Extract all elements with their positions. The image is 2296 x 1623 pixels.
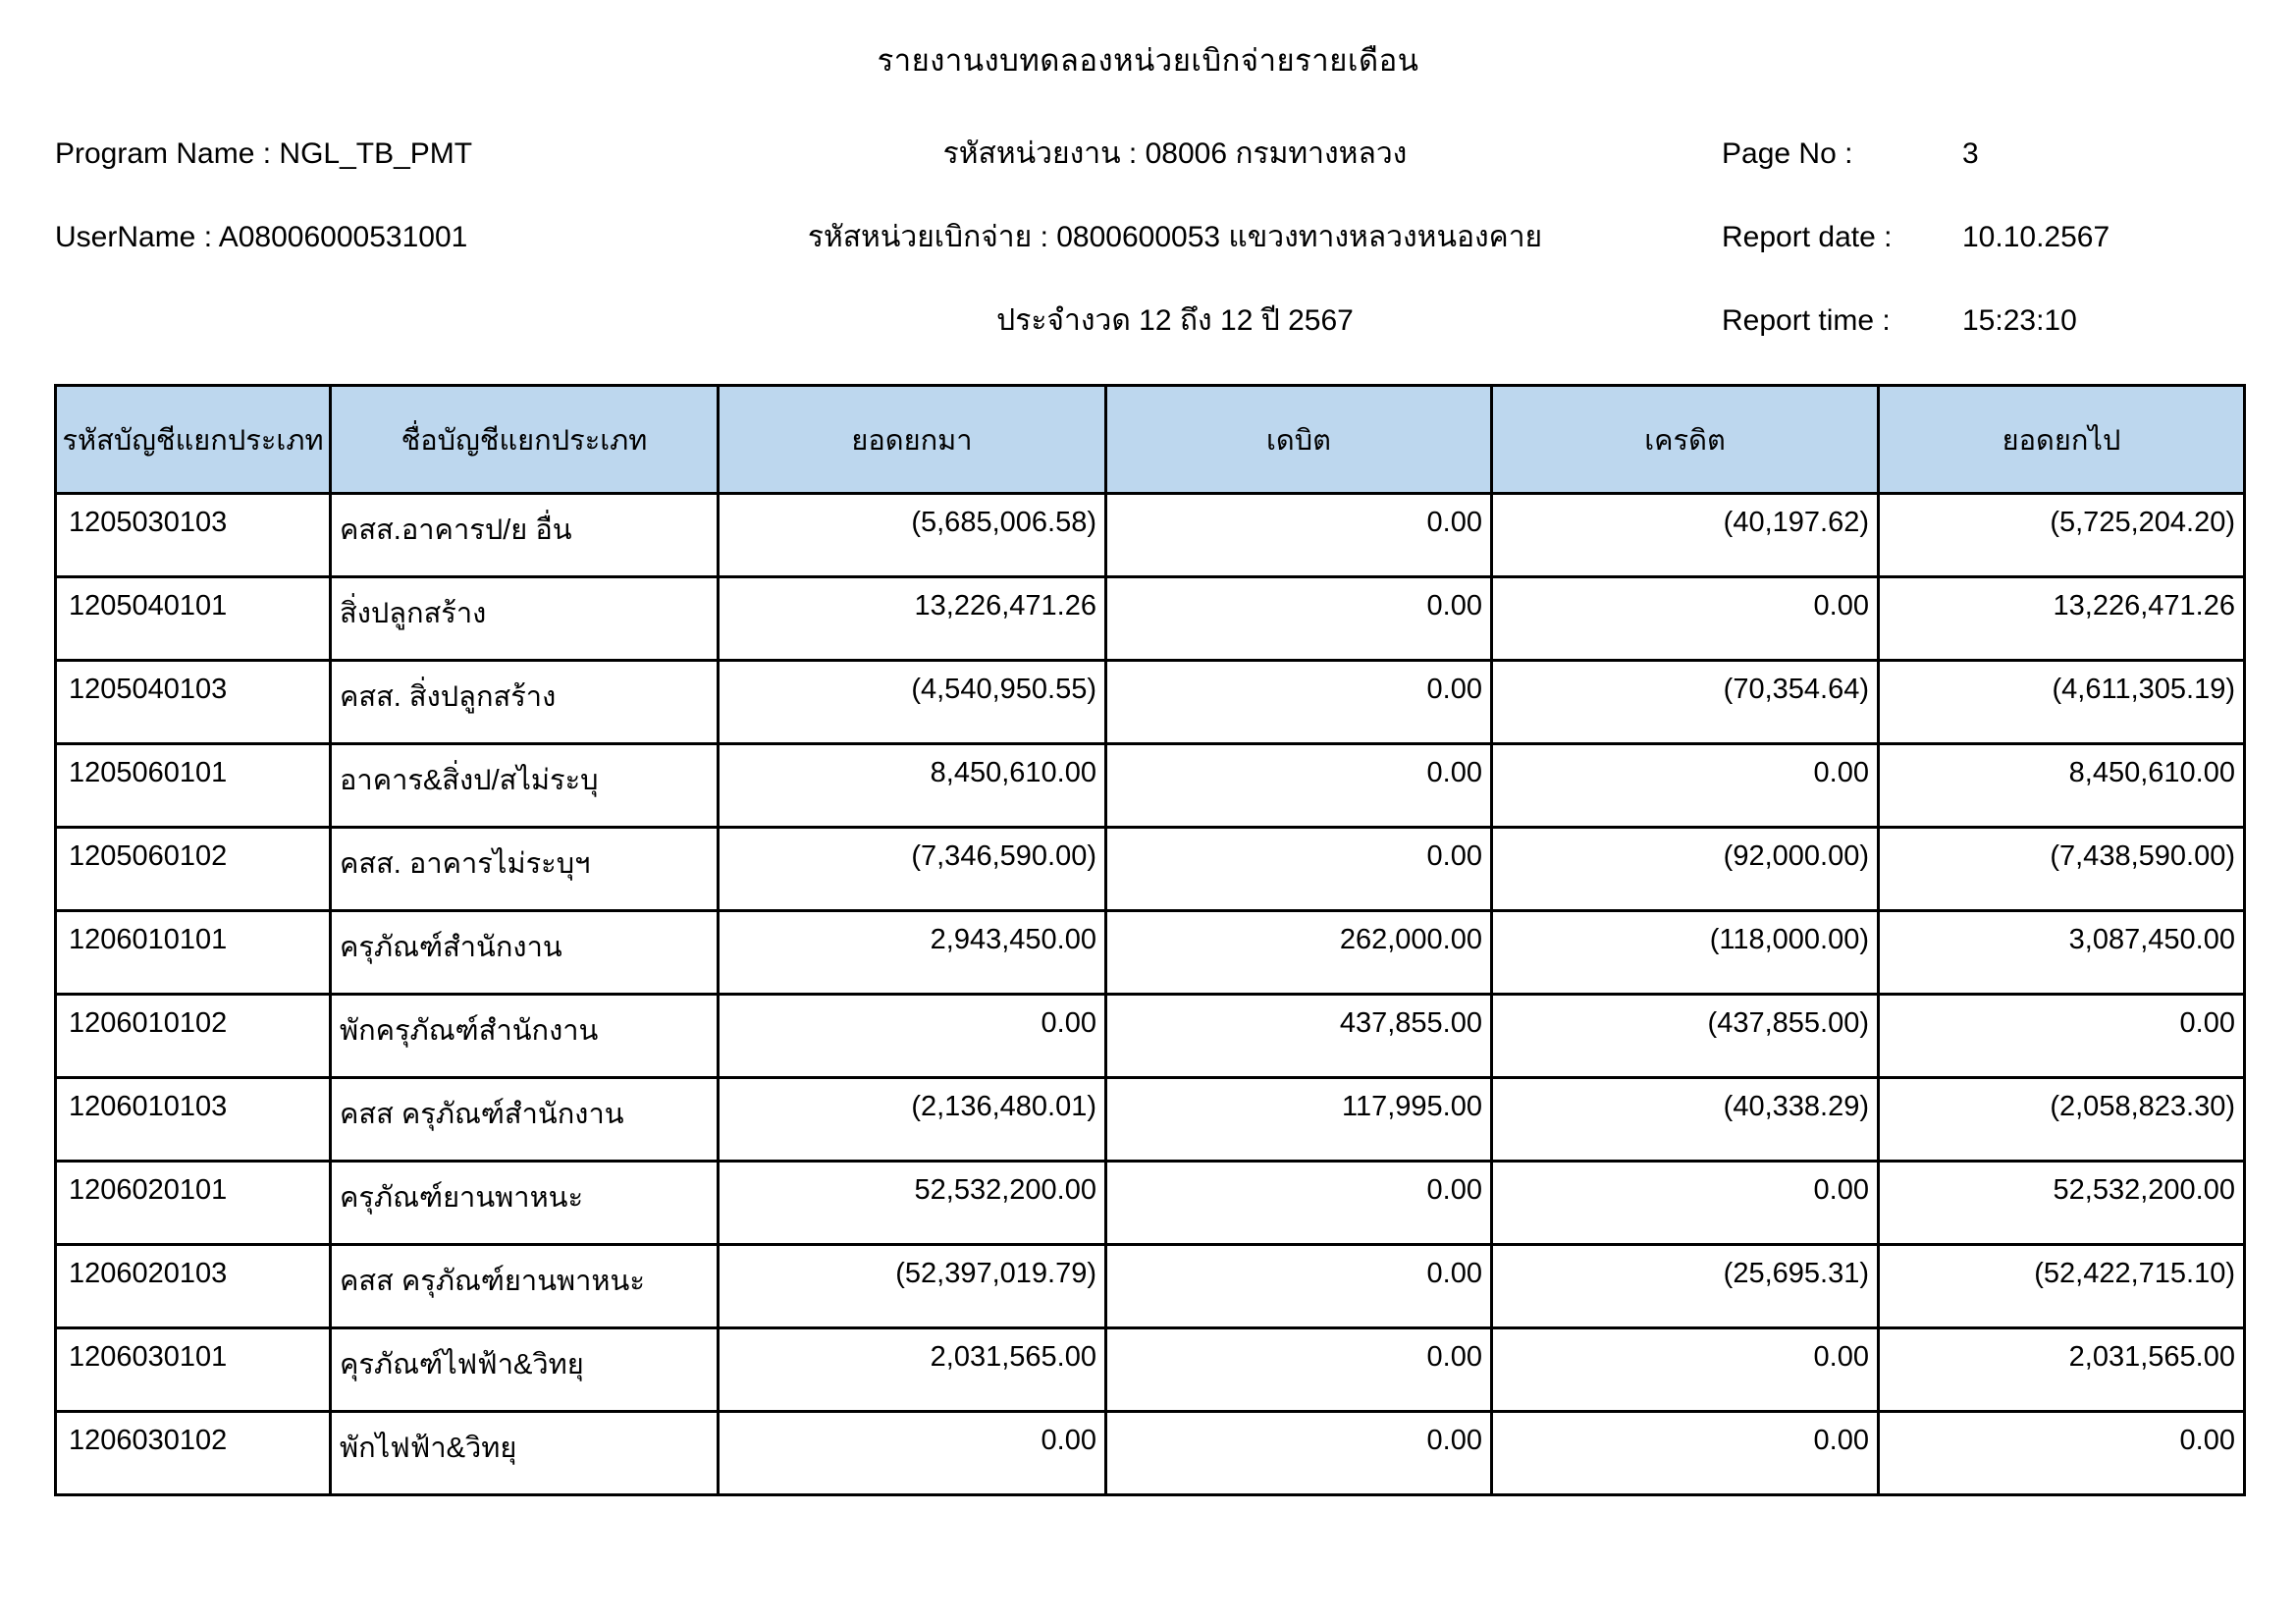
account-code-cell: 1205040101: [56, 577, 331, 661]
account-name-cell: คสส ครุภัณฑ์ยานพาหนะ: [331, 1245, 719, 1328]
agency-code: รหัสหน่วยงาน : 08006 กรมทางหลวง: [942, 137, 1408, 170]
account-name-cell: พักไฟฟ้า&วิทยุ: [331, 1412, 719, 1495]
account-code-cell: 1205060101: [56, 744, 331, 828]
column-header-account-code: รหัสบัญชีแยกประเภท: [56, 386, 331, 494]
account-name-cell: ครุภัณฑ์ยานพาหนะ: [331, 1162, 719, 1245]
opening-balance-cell: 2,943,450.00: [719, 911, 1106, 995]
user-name: UserName : A08006000531001: [55, 220, 468, 253]
opening-balance-cell: 8,450,610.00: [719, 744, 1106, 828]
account-name-cell: คสส. สิ่งปลูกสร้าง: [331, 661, 719, 744]
table-row: [56, 828, 2245, 911]
debit-cell: 262,000.00: [1106, 911, 1492, 995]
report-time-value: 15:23:10: [1962, 303, 2077, 337]
opening-balance-cell: (5,685,006.58): [719, 494, 1106, 577]
account-code-cell: 1206030102: [56, 1412, 331, 1495]
opening-balance-cell: 0.00: [719, 995, 1106, 1078]
accounting-period: ประจำงวด 12 ถึง 12 ปี 2567: [996, 304, 1354, 337]
closing-balance-cell: 3,087,450.00: [1879, 911, 2245, 995]
credit-cell: (40,197.62): [1492, 494, 1879, 577]
column-header-closing-balance: ยอดยกไป: [1879, 386, 2245, 494]
closing-balance-cell: (7,438,590.00): [1879, 828, 2245, 911]
report-time: [1722, 279, 2296, 362]
opening-balance-cell: 2,031,565.00: [719, 1328, 1106, 1412]
credit-cell: (25,695.31): [1492, 1245, 1879, 1328]
debit-cell: 0.00: [1106, 661, 1492, 744]
account-name-cell: อาคาร&สิ่งป/สไม่ระบุ: [331, 744, 719, 828]
closing-balance-cell: 2,031,565.00: [1879, 1328, 2245, 1412]
opening-balance-cell: 0.00: [719, 1412, 1106, 1495]
debit-cell: 0.00: [1106, 577, 1492, 661]
report-title: รายงานงบทดลองหน่วยเบิกจ่ายรายเดือน: [877, 43, 1419, 78]
table-row: [56, 1078, 2245, 1162]
table-row: [56, 494, 2245, 577]
closing-balance-cell: 52,532,200.00: [1879, 1162, 2245, 1245]
debit-cell: 437,855.00: [1106, 995, 1492, 1078]
account-code-cell: 1205030103: [56, 494, 331, 577]
debit-cell: 117,995.00: [1106, 1078, 1492, 1162]
table-row: [56, 661, 2245, 744]
column-header-opening-balance: ยอดยกมา: [719, 386, 1106, 494]
report-date-label: Report date :: [1722, 220, 1893, 253]
account-code-cell: 1206030101: [56, 1328, 331, 1412]
debit-cell: 0.00: [1106, 744, 1492, 828]
page-no-value: 3: [1962, 136, 1979, 170]
account-code-cell: 1206010102: [56, 995, 331, 1078]
opening-balance-cell: 52,532,200.00: [719, 1162, 1106, 1245]
report-date: [1722, 195, 2296, 279]
table-row: [56, 1162, 2245, 1245]
account-name-cell: คสส. อาคารไม่ระบุฯ: [331, 828, 719, 911]
opening-balance-cell: (4,540,950.55): [719, 661, 1106, 744]
program-name: Program Name : NGL_TB_PMT: [55, 136, 473, 170]
debit-cell: 0.00: [1106, 1162, 1492, 1245]
report-date-value: 10.10.2567: [1962, 220, 2110, 253]
debit-cell: 0.00: [1106, 1412, 1492, 1495]
account-name-cell: คุรภัณฑ์ไฟฟ้า&วิทยุ: [331, 1328, 719, 1412]
column-header-debit: เดบิต: [1106, 386, 1492, 494]
debit-cell: 0.00: [1106, 1245, 1492, 1328]
table-row: [56, 1328, 2245, 1412]
credit-cell: 0.00: [1492, 1162, 1879, 1245]
table-body: [56, 494, 2245, 1495]
credit-cell: (92,000.00): [1492, 828, 1879, 911]
credit-cell: 0.00: [1492, 1328, 1879, 1412]
credit-cell: (437,855.00): [1492, 995, 1879, 1078]
table-row: [56, 995, 2245, 1078]
column-header-credit: เครดิต: [1492, 386, 1879, 494]
table-row: [56, 1245, 2245, 1328]
credit-cell: (70,354.64): [1492, 661, 1879, 744]
disbursement-unit-code: รหัสหน่วยเบิกจ่าย : 0800600053 แขวงทางหลวงหนองคาย: [807, 221, 1543, 253]
closing-balance-cell: 0.00: [1879, 1412, 2245, 1495]
account-code-cell: 1206010103: [56, 1078, 331, 1162]
credit-cell: 0.00: [1492, 744, 1879, 828]
debit-cell: 0.00: [1106, 828, 1492, 911]
account-name-cell: สิ่งปลูกสร้าง: [331, 577, 719, 661]
opening-balance-cell: (52,397,019.79): [719, 1245, 1106, 1328]
closing-balance-cell: (2,058,823.30): [1879, 1078, 2245, 1162]
closing-balance-cell: (52,422,715.10): [1879, 1245, 2245, 1328]
table-header-row: [56, 386, 2245, 494]
credit-cell: 0.00: [1492, 1412, 1879, 1495]
account-code-cell: 1205040103: [56, 661, 331, 744]
account-name-cell: คสส ครุภัณฑ์สำนักงาน: [331, 1078, 719, 1162]
report-header: [0, 112, 2296, 362]
closing-balance-cell: 8,450,610.00: [1879, 744, 2245, 828]
opening-balance-cell: (2,136,480.01): [719, 1078, 1106, 1162]
page-no: [1722, 112, 2296, 195]
report-time-label: Report time :: [1722, 303, 1891, 337]
debit-cell: 0.00: [1106, 494, 1492, 577]
closing-balance-cell: (5,725,204.20): [1879, 494, 2245, 577]
table-row: [56, 1412, 2245, 1495]
header-spacer: [0, 279, 628, 362]
table-row: [56, 911, 2245, 995]
account-code-cell: 1206010101: [56, 911, 331, 995]
closing-balance-cell: 0.00: [1879, 995, 2245, 1078]
account-code-cell: 1206020101: [56, 1162, 331, 1245]
opening-balance-cell: 13,226,471.26: [719, 577, 1106, 661]
account-code-cell: 1205060102: [56, 828, 331, 911]
credit-cell: 0.00: [1492, 577, 1879, 661]
table-row: [56, 744, 2245, 828]
opening-balance-cell: (7,346,590.00): [719, 828, 1106, 911]
column-header-account-name: ชื่อบัญชีแยกประเภท: [331, 386, 719, 494]
account-name-cell: พักครุภัณฑ์สำนักงาน: [331, 995, 719, 1078]
closing-balance-cell: (4,611,305.19): [1879, 661, 2245, 744]
trial-balance-table: [54, 384, 2246, 1496]
credit-cell: (118,000.00): [1492, 911, 1879, 995]
credit-cell: (40,338.29): [1492, 1078, 1879, 1162]
debit-cell: 0.00: [1106, 1328, 1492, 1412]
account-name-cell: คสส.อาคารป/ย อื่น: [331, 494, 719, 577]
table-row: [56, 577, 2245, 661]
page-no-label: Page No :: [1722, 136, 1853, 170]
closing-balance-cell: 13,226,471.26: [1879, 577, 2245, 661]
account-name-cell: ครุภัณฑ์สำนักงาน: [331, 911, 719, 995]
account-code-cell: 1206020103: [56, 1245, 331, 1328]
